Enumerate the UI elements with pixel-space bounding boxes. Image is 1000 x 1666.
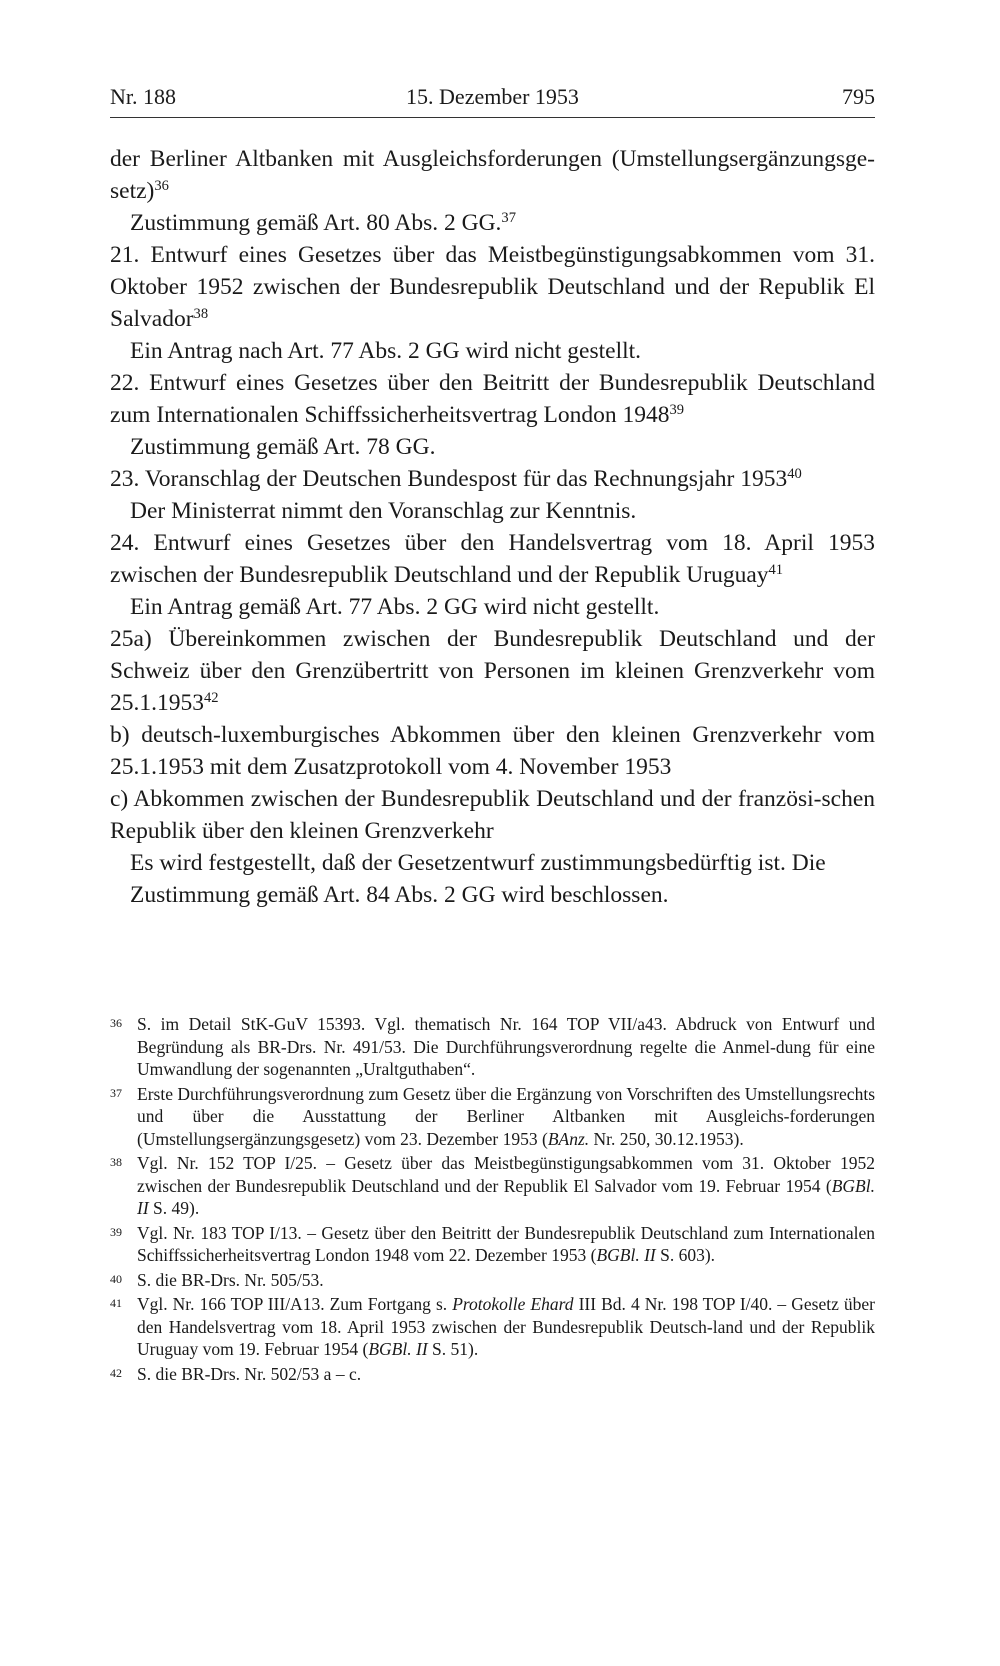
footnote-number: 42 (110, 1365, 122, 1380)
main-text (110, 143, 875, 911)
paragraph-resolution: Es wird festgestellt, daß der Gesetzentwurf zustimmungsbedürftig ist. Die Zustimmung gemäß Art. 84 Abs. 2 GG wird beschlossen. (130, 850, 826, 908)
header-rule-center (240, 117, 745, 118)
footnote-number: 36 (110, 1016, 122, 1030)
header-document-number: Nr. 188 (110, 84, 176, 109)
footnote: 38 Vgl. Nr. 152 TOP I/25. – Gesetz über das Meistbegünstigungsabkommen vom 31. Oktober 1952 zwischen der Bundesrepublik Deutschland und der Republik El Salvador vom 19. Februar 1954 (BGBl. II S. 49). (110, 1153, 875, 1218)
footnote: 37 Erste Durchführungsverordnung zum Gesetz über die Ergänzung von Vorschriften des Umstellungsrechts und über die Ausstattung der Berliner Altbanken mit Ausgleichs-forderungen (Umstellungsergänzungsgesetz) vom 23. Dezember 1953 (BAnz. Nr. 250, 30.12.1953). (110, 1083, 875, 1149)
footnote: 41 Vgl. Nr. 166 TOP III/A13. Zum Fortgang s. Protokolle Ehard III Bd. 4 Nr. 198 TOP I/40. – Gesetz über den Handelsvertrag vom 18. April 1953 zwischen der Bundesrepublik Deutsch-land und der Republik Uruguay vom 19. Februar 1954 (BGBl. II S. 51). (110, 1294, 875, 1359)
footnote-ref: 39 (669, 402, 685, 418)
agenda-item-23: 23. Voranschlag der Deutschen Bundespost für das Rechnungsjahr 1953$^{40}$ (110, 466, 802, 492)
footnotes (110, 1013, 875, 1387)
header-page-number: 795 (842, 84, 875, 109)
agenda-item-22: 22. Entwurf eines Gesetzes über den Beitritt der Bundesrepublik Deutschland zum Internationalen Schiffssicherheitsvertrag London 1948$^{39}$ (110, 370, 875, 428)
header-rule-left (110, 117, 240, 118)
footnote-ref: 38 (193, 306, 209, 322)
footnote-ref: 36 (154, 178, 169, 194)
footnote-number: 39 (110, 1224, 122, 1239)
footnote-ref: 40 (787, 466, 802, 482)
agenda-item-25b: b) deutsch-luxemburgisches Abkommen über den kleinen Grenzverkehr vom 25.1.1953 mit dem Zusatzprotokoll vom 4. November 1953 (110, 722, 875, 780)
paragraph-resolution: Zustimmung gemäß Art. 78 GG. (130, 434, 436, 460)
running-header (110, 84, 875, 120)
footnote-number: 41 (110, 1296, 122, 1310)
paragraph-resolution: Ein Antrag nach Art. 77 Abs. 2 GG wird nicht gestellt. (130, 338, 642, 364)
footnote-number: 40 (110, 1271, 122, 1286)
footnote-ref: 41 (768, 562, 784, 578)
footnote-ref: 42 (204, 690, 219, 706)
footnote-number: 38 (110, 1155, 122, 1169)
header-rule-right (745, 117, 875, 118)
footnote-number: 37 (110, 1085, 122, 1100)
footnote: 39 Vgl. Nr. 183 TOP I/13. – Gesetz über den Beitritt der Bundesrepublik Deutschland zum Internationalen Schiffssicherheitsvertrag London 1948 vom 22. Dezember 1953 (BGBl. II S. 603). (110, 1222, 875, 1265)
footnote-ref: 37 (501, 210, 516, 226)
agenda-item-25c: c) Abkommen zwischen der Bundesrepublik Deutschland und der französi-schen Republik über den kleinen Grenzverkehr (110, 786, 875, 844)
agenda-item-25a: 25a) Übereinkommen zwischen der Bundesrepublik Deutschland und der Schweiz über den Grenzübertritt von Personen im kleinen Grenzverkehr vom 25.1.1953$^{42}$ (110, 626, 875, 716)
agenda-item-24: 24. Entwurf eines Gesetzes über den Handelsvertrag vom 18. April 1953 zwischen der Bundesrepublik Deutschland und der Republik Uruguay$^{41}$ (110, 530, 875, 588)
paragraph-resolution: Der Ministerrat nimmt den Voranschlag zur Kenntnis. (130, 498, 637, 524)
agenda-item-21: 21. Entwurf eines Gesetzes über das Meistbegünstigungsabkommen vom 31. Oktober 1952 zwischen der Bundesrepublik Deutschland und der Republik El Salvador$^{38}$ (110, 242, 875, 332)
paragraph-resolution: Zustimmung gemäß Art. 80 Abs. 2 GG.$^{37}$ (130, 210, 516, 236)
footnote: 42 S. die BR-Drs. Nr. 502/53 a – c. (110, 1363, 362, 1384)
paragraph-resolution: Ein Antrag gemäß Art. 77 Abs. 2 GG wird nicht gestellt. (130, 594, 660, 620)
paragraph: der Berliner Altbanken mit Ausgleichsforderungen (Umstellungsergänzungsge-setz)$^{36}$ (110, 146, 875, 204)
header-date: 15. Dezember 1953 (406, 84, 579, 109)
footnote: 40 S. die BR-Drs. Nr. 505/53. (110, 1269, 324, 1290)
footnote: 36 S. im Detail StK-GuV 15393. Vgl. thematisch Nr. 164 TOP VII/a43. Abdruck von Entwurf und Begründung als BR-Drs. Nr. 491/53. Die Durchführungsverordnung regelte die Anmel-dung für eine Umwandlung der sogenannten „Uraltguthaben“. (110, 1014, 875, 1079)
